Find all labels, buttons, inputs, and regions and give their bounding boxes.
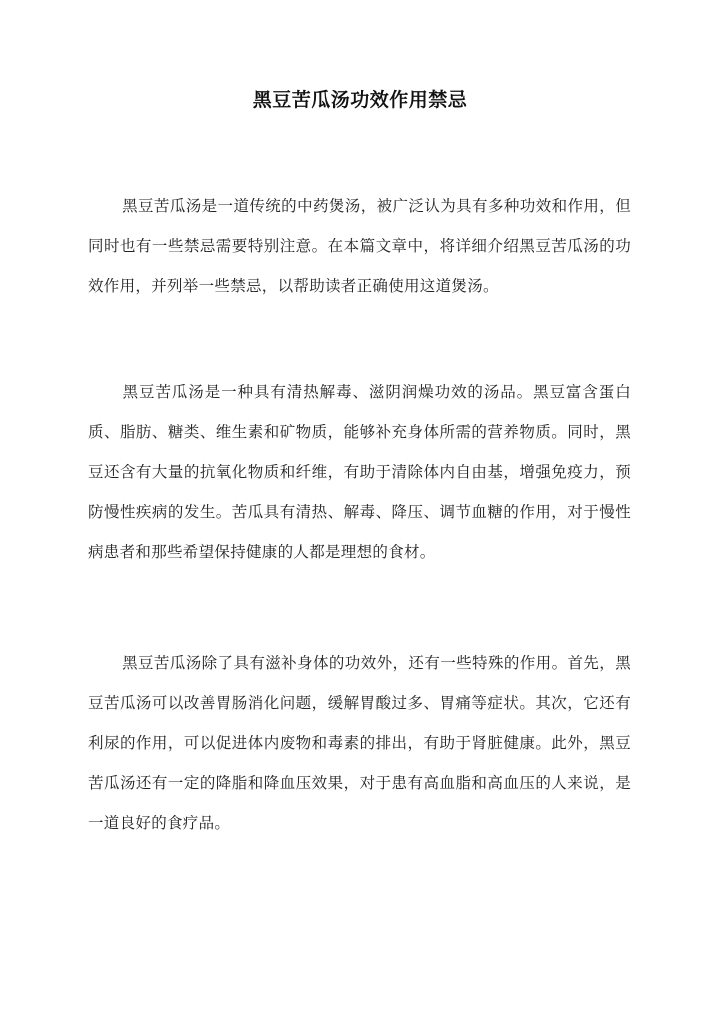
paragraph-text: 黑豆苦瓜汤是一种具有清热解毒、滋阴润燥功效的汤品。黑豆富含蛋白质、脂肪、糖类、维生素和矿物质，能够补充身体所需的营养物质。同时，黑豆还含有大量的抗氧化物质和纤维，有助于清除体内自由基，增强免疫力，预防慢性疾病的发生。苦瓜具有清热、解毒、降压、调节血糖的作用，对于慢性病患者和那些希望保持健康的人都是理想的食材。 <box>88 383 631 561</box>
paragraph-text: 黑豆苦瓜汤除了具有滋补身体的功效外，还有一些特殊的作用。首先，黑豆苦瓜汤可以改善胃肠消化问题，缓解胃酸过多、胃痛等症状。其次，它还有利尿的作用，可以促进体内废物和毒素的排出，有助于肾脏健康。此外，黑豆苦瓜汤还有一定的降脂和降血压效果，对于患有高血脂和高血压的人来说，是一道良好的食疗品。 <box>88 654 631 832</box>
paragraph-intro <box>88 186 631 306</box>
paragraph-text: 黑豆苦瓜汤是一道传统的中药煲汤，被广泛认为具有多种功效和作用，但同时也有一些禁忌需要特别注意。在本篇文章中，将详细介绍黑豆苦瓜汤的功效作用，并列举一些禁忌，以帮助读者正确使用这道煲汤。 <box>88 197 631 295</box>
page-title: 黑豆苦瓜汤功效作用禁忌 <box>252 89 468 111</box>
paragraph-benefits <box>88 372 631 572</box>
paragraph-special-effects <box>88 643 631 843</box>
